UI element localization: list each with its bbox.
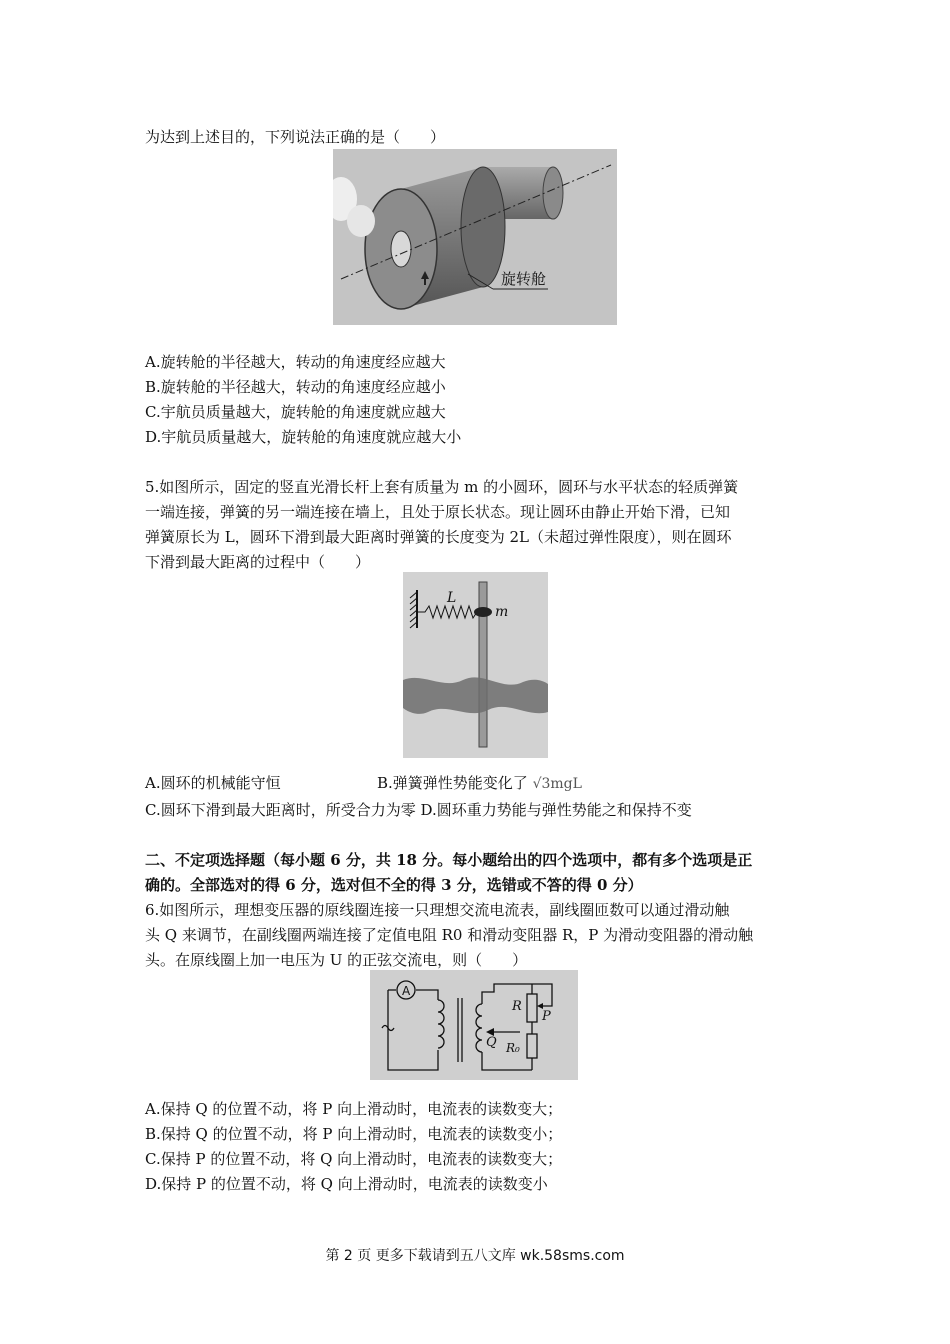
slider-p-label: P: [542, 1009, 551, 1024]
q4-option-b: B.旋转舱的半径越大，转动的角速度经应越小: [145, 378, 446, 396]
q6-option-c: C.保持 P 的位置不动，将 Q 向上滑动时，电流表的读数变大；: [145, 1150, 563, 1168]
q5-option-a: A.圆环的机械能守恒: [145, 774, 281, 792]
spring-ring-figure: [403, 572, 548, 758]
resistor-r0-label: R₀: [506, 1041, 520, 1055]
q4-option-a: A.旋转舱的半径越大，转动的角速度经应越大: [145, 353, 446, 371]
q5-stem-line-1: 5.如图所示，固定的竖直光滑长杆上套有质量为 m 的小圆环，圆环与水平状态的轻质弹簧: [145, 478, 739, 496]
section2-heading-line-2: 确的。全部选对的得 6 分，选对但不全的得 3 分，选错或不答的得 0 分）: [145, 876, 643, 894]
q5-option-b: [377, 773, 582, 794]
q5-stem-line-2: 一端连接，弹簧的另一端连接在墙上，且处于原长状态。现让圆环由静止开始下滑，已知: [145, 503, 731, 521]
q5-option-b-formula: √3mgL: [532, 776, 582, 792]
section2-heading-line-1: 二、不定项选择题（每小题 6 分，共 18 分。每小题给出的四个选项中，都有多个选项是正: [145, 851, 753, 869]
q6-option-d: D.保持 P 的位置不动，将 Q 向上滑动时，电流表的读数变小: [145, 1175, 548, 1193]
slider-q-label: Q: [486, 1035, 497, 1050]
q5-stem-line-4: 下滑到最大距离的过程中（ ）: [145, 553, 371, 571]
q5-option-b-prefix: B.弹簧弹性势能变化了: [377, 774, 528, 792]
q6-stem-line-2: 头 Q 来调节，在副线圈两端连接了定值电阻 R0 和滑动变阻器 R，P 为滑动变阻器的滑动触: [145, 926, 754, 944]
q4-option-c: C.宇航员质量越大，旋转舱的角速度就应越大: [145, 403, 446, 421]
spring-label: L: [447, 590, 457, 606]
transformer-circuit-figure: [370, 970, 578, 1080]
resistor-r-label: R: [512, 999, 522, 1014]
q6-stem-line-1: 6.如图所示，理想变压器的原线圈连接一只理想交流电流表，副线圈匝数可以通过滑动触: [145, 901, 730, 919]
q4-stem-tail: 为达到上述目的，下列说法正确的是（ ）: [145, 128, 446, 146]
cabin-label: 旋转舱: [501, 270, 547, 288]
q5-stem-line-3: 弹簧原长为 L，圆环下滑到最大距离时弹簧的长度变为 2L（未超过弹性限度），则在圆环: [145, 528, 732, 546]
q5-option-cd: C.圆环下滑到最大距离时，所受合力为零 D.圆环重力势能与弹性势能之和保持不变: [145, 801, 692, 819]
q6-option-a: A.保持 Q 的位置不动，将 P 向上滑动时，电流表的读数变大；: [145, 1100, 563, 1118]
q6-option-b: B.保持 Q 的位置不动，将 P 向上滑动时，电流表的读数变小；: [145, 1125, 563, 1143]
q6-stem-line-3: 头。在原线圈上加一电压为 U 的正弦交流电，则（ ）: [145, 951, 528, 969]
mass-label: m: [495, 604, 509, 620]
q4-option-d: D.宇航员质量越大，旋转舱的角速度就应越大小: [145, 428, 462, 446]
page-footer: 第 2 页 更多下载请到五八文库 wk.58sms.com: [325, 1248, 625, 1264]
rotating-cabin-figure: [333, 149, 617, 325]
ammeter-label: A: [402, 984, 411, 998]
